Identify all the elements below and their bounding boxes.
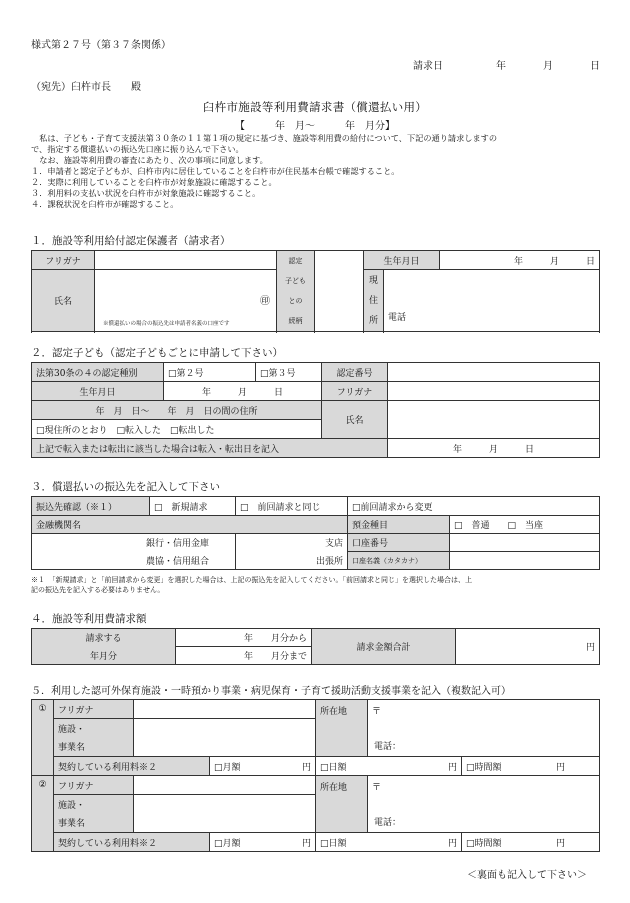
total-field[interactable]: 円 bbox=[456, 629, 600, 665]
consent-item: １．申請者と認定子どもが、臼杵市内に居住していることを臼杵市が住民基本台帳で確認すること。 bbox=[31, 166, 400, 176]
yen-unit: 円 bbox=[556, 838, 566, 849]
request-date-day: 日 bbox=[590, 61, 600, 72]
rel-text: 続柄 bbox=[288, 317, 303, 325]
location-field[interactable] bbox=[368, 700, 600, 757]
relationship-label bbox=[277, 251, 315, 332]
child-name-field[interactable] bbox=[388, 401, 600, 439]
account-note: ※償還払いの場合の振込先は申請者名義の口座です bbox=[103, 321, 230, 327]
request-label-1: 請求する bbox=[32, 629, 176, 647]
guardian-address-field[interactable] bbox=[384, 270, 600, 332]
facility-furigana-label: フリガナ bbox=[54, 700, 134, 719]
office-label: 出張所 bbox=[236, 552, 348, 570]
account-number-label: 口座番号 bbox=[348, 534, 450, 552]
location-label: 所在地 bbox=[316, 700, 368, 757]
relationship-field[interactable] bbox=[315, 251, 364, 332]
child-birth-label: 生年月日 bbox=[32, 382, 164, 401]
intro-text bbox=[31, 133, 497, 210]
facility-phone-label: 電話： bbox=[374, 818, 402, 828]
yen-unit: 円 bbox=[301, 838, 311, 849]
branch-label: 支店 bbox=[236, 534, 348, 552]
account-number-field[interactable] bbox=[450, 534, 600, 552]
facility-name-label-2: 事業名 bbox=[54, 738, 134, 757]
request-date-year: 年 bbox=[496, 61, 506, 72]
request-date-month: 月 bbox=[543, 61, 553, 72]
yen-unit: 円 bbox=[556, 762, 566, 773]
period-line: 【 年 月～ 年 月分】 bbox=[235, 121, 395, 132]
yen-unit: 円 bbox=[301, 762, 311, 773]
cert-number-field[interactable] bbox=[388, 363, 600, 382]
rel-text: 子ども bbox=[285, 277, 306, 285]
child-birth-field[interactable]: 年 月 日 bbox=[164, 382, 322, 401]
note-line: ※１ 「新規請求」と「前回請求から変更」を選択した場合は、上記の振込先を記入してください。「前回請求と同じ」を選択した場合は、上 bbox=[31, 576, 472, 584]
address-label bbox=[364, 270, 384, 332]
rel-text: との bbox=[288, 297, 303, 305]
postal-mark: 〒 bbox=[372, 707, 382, 717]
account-holder-label: 口座名義（カタカナ） bbox=[348, 552, 450, 570]
facility-furigana-field[interactable] bbox=[134, 700, 316, 719]
intro-line: 私は、子ども・子育て支援法第３０条の１１第１項の規定に基づき、施設等利用費の給付について、下記の通り請求しますの bbox=[31, 133, 498, 143]
move-date-field[interactable]: 年 月 日 bbox=[388, 439, 600, 458]
deposit-type-options[interactable] bbox=[450, 516, 600, 534]
facility-table bbox=[31, 699, 600, 852]
addressee: （宛先）臼杵市長 殿 bbox=[31, 82, 141, 93]
bank-kind-2: 農協・信用組合 bbox=[32, 552, 236, 570]
form-title: 臼杵市施設等利用費請求書（償還払い用） bbox=[202, 100, 428, 114]
seal-mark: ㊞ bbox=[260, 296, 270, 307]
address-status-options[interactable]: □現住所のとおり □転入した □転出した bbox=[32, 420, 322, 439]
type-2-checkbox[interactable]: □第２号 bbox=[164, 363, 256, 382]
section-3-title: ３．償還払いの振込先を記入して下さい bbox=[31, 481, 220, 493]
daily-fee-field[interactable] bbox=[316, 833, 462, 852]
confirm-label: 振込先確認（※１） bbox=[32, 497, 150, 516]
phone-label: 電話 bbox=[388, 313, 407, 323]
child-name-label: 氏名 bbox=[322, 401, 388, 439]
section-1-title: １．施設等利用給付認定保護者（請求者） bbox=[31, 235, 231, 247]
hourly-checkbox[interactable]: □時間額 bbox=[466, 838, 502, 849]
monthly-checkbox[interactable]: □月額 bbox=[214, 762, 241, 773]
guardian-name-field[interactable] bbox=[95, 270, 277, 332]
furigana-label: フリガナ bbox=[32, 251, 95, 270]
consent-item: ４．課税状況を臼杵市が確認すること。 bbox=[31, 199, 179, 209]
facility-furigana-label: フリガナ bbox=[54, 776, 134, 795]
to-month-field[interactable]: 年 月分まで bbox=[176, 647, 312, 665]
entry-number: ② bbox=[32, 776, 54, 852]
intro-line: なお、施設等利用費の審査にあたり、次の事項に同意します。 bbox=[31, 155, 268, 165]
facility-phone-label: 電話： bbox=[374, 742, 402, 752]
amount-table bbox=[31, 628, 600, 665]
deposit-type-label: 預金種目 bbox=[348, 516, 450, 534]
yen-unit: 円 bbox=[447, 762, 457, 773]
section-5-title: ５．利用した認可外保育施設・一時預かり事業・病児保育・子育て援助活動支援事業を記入（複数記入可） bbox=[31, 686, 511, 697]
daily-fee-field[interactable] bbox=[316, 757, 462, 776]
type-3-checkbox[interactable]: □第３号 bbox=[256, 363, 322, 382]
daily-checkbox[interactable]: □日額 bbox=[320, 762, 347, 773]
monthly-fee-field[interactable] bbox=[210, 833, 316, 852]
postal-mark: 〒 bbox=[372, 783, 382, 793]
section-4-title: ４．施設等利用費請求額 bbox=[31, 613, 147, 625]
child-furigana-label: フリガナ bbox=[322, 382, 388, 401]
account-table bbox=[31, 496, 600, 570]
addr-char: 所 bbox=[368, 315, 378, 326]
facility-name-field[interactable] bbox=[134, 719, 316, 757]
monthly-fee-field[interactable] bbox=[210, 757, 316, 776]
monthly-checkbox[interactable]: □月額 bbox=[214, 838, 241, 849]
facility-name-label-2: 事業名 bbox=[54, 814, 134, 833]
facility-name-label-1: 施設・ bbox=[54, 719, 134, 738]
cert-number-label: 認定番号 bbox=[322, 363, 388, 382]
hourly-fee-field[interactable] bbox=[462, 757, 600, 776]
hourly-fee-field[interactable] bbox=[462, 833, 600, 852]
consent-item: ３．利用料の支払い状況を臼杵市が対象施設に確認すること。 bbox=[31, 188, 261, 198]
location-field[interactable] bbox=[368, 776, 600, 833]
section-2-title: ２．認定子ども（認定子どもごとに申請して下さい） bbox=[31, 347, 283, 359]
bank-kind-1: 銀行・信用金庫 bbox=[32, 534, 236, 552]
child-furigana-field[interactable] bbox=[388, 382, 600, 401]
fee-label: 契約している利用料※２ bbox=[54, 833, 210, 852]
daily-checkbox[interactable]: □日額 bbox=[320, 838, 347, 849]
hourly-checkbox[interactable]: □時間額 bbox=[466, 762, 502, 773]
move-note: 上記で転入または転出に該当した場合は転入・転出日を記入 bbox=[32, 439, 388, 458]
form-number: 様式第２７号（第３７条関係） bbox=[31, 40, 171, 51]
addr-char: 住 bbox=[368, 295, 378, 306]
yen-unit: 円 bbox=[447, 838, 457, 849]
back-side-note: ＜裏面も記入して下さい＞ bbox=[467, 870, 587, 881]
name-label: 氏名 bbox=[32, 270, 95, 332]
guardian-birth-field[interactable]: 年 月 日 bbox=[440, 251, 600, 270]
current-checkbox[interactable]: □ 当座 bbox=[507, 521, 544, 531]
fee-label: 契約している利用料※２ bbox=[54, 757, 210, 776]
facility-name-label-1: 施設・ bbox=[54, 795, 134, 814]
bank-name-label: 金融機関名 bbox=[32, 516, 348, 534]
section-3-note bbox=[31, 575, 472, 595]
rel-text: 認定 bbox=[288, 257, 303, 265]
period-address-label: 年 月 日～ 年 月 日の間の住所 bbox=[32, 401, 322, 420]
entry-number: ① bbox=[32, 700, 54, 776]
facility-name-field[interactable] bbox=[134, 795, 316, 833]
facility-furigana-field[interactable] bbox=[134, 776, 316, 795]
from-month-field[interactable]: 年 月分から bbox=[176, 629, 312, 647]
new-request-checkbox[interactable]: □ 新規請求 bbox=[150, 497, 236, 516]
changed-checkbox[interactable]: □前回請求から変更 bbox=[348, 497, 600, 516]
ordinary-checkbox[interactable]: □ 普通 bbox=[454, 521, 490, 531]
intro-line: で、指定する償還払いの振込先口座に振り込んで下さい。 bbox=[31, 144, 244, 154]
addr-char: 現 bbox=[368, 275, 378, 286]
request-label-2: 年月分 bbox=[32, 647, 176, 665]
guardian-furigana-field[interactable] bbox=[95, 251, 277, 270]
guardian-table bbox=[31, 250, 600, 332]
birth-label: 生年月日 bbox=[364, 251, 440, 270]
note-line: 記の振込先を記入する必要はありません。 bbox=[31, 586, 165, 594]
child-table bbox=[31, 362, 600, 458]
same-as-previous-checkbox[interactable]: □ 前回請求と同じ bbox=[236, 497, 348, 516]
consent-item: ２．実際に利用していることを臼杵市が対象施設に確認すること。 bbox=[31, 177, 277, 187]
request-date-label: 請求日 bbox=[413, 61, 443, 72]
location-label: 所在地 bbox=[316, 776, 368, 833]
account-holder-field[interactable] bbox=[450, 552, 600, 570]
total-label: 請求金額合計 bbox=[312, 629, 456, 665]
cert-type-label: 法第30条の４の認定種別 bbox=[32, 363, 164, 382]
